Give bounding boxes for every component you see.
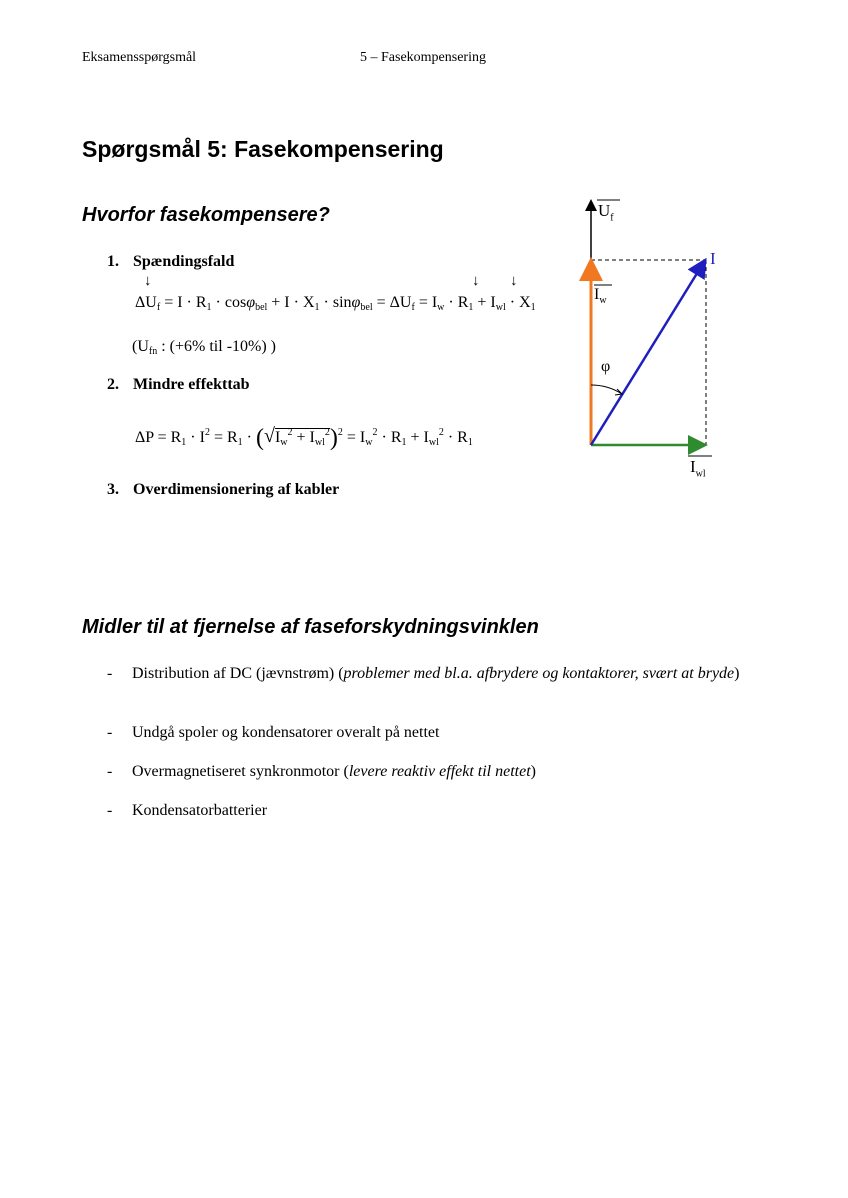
label-phi: φ: [601, 358, 611, 375]
down-arrow-icon: ↓: [510, 273, 518, 289]
label-iwl: $I_{wl}$: [690, 457, 706, 480]
label-i: I: [710, 249, 716, 268]
bullet-item: - Distribution af DC (jævnstrøm) (problemer med bl.a. afbrydere og kontaktorer, svært at bryde): [107, 665, 740, 682]
list-item-number: 1.: [107, 253, 119, 270]
bullet-item: - Kondensatorbatterier: [107, 802, 268, 819]
section-heading-why: Hvorfor fasekompensere?: [82, 204, 330, 226]
down-arrow-icon: ↓: [144, 273, 152, 289]
header-left: Eksamensspørgsmål: [82, 50, 197, 65]
bullet-item: - Undgå spoler og kondensatorer overalt på nettet: [107, 724, 440, 741]
voltage-drop-equation: $\Delta U_f = I \cdot R_1 \cdot \cos\varphi_{bel} + I \cdot X_1 \cdot \sin\varphi_{bel} = \Delta U_f = I_w \cdot R_1 + I_{wl} \cdot X_1$: [135, 294, 536, 313]
section-heading-means: Midler til at fjernelse af faseforskydningsvinklen: [82, 616, 539, 638]
list-item-number: 2.: [107, 376, 119, 393]
list-item-label: Spændingsfald: [133, 253, 235, 270]
header-center: 5 – Fasekompensering: [360, 50, 486, 65]
list-item-label: Overdimensionering af kabler: [133, 481, 340, 498]
down-arrow-icon: ↓: [472, 273, 480, 289]
voltage-tolerance-note: ($U_{fn}$ : (+6% til -10%) ): [132, 338, 277, 357]
label-iw: $I_w$: [594, 286, 607, 307]
power-loss-equation: $\Delta P = R_1 \cdot I^2 = R_1 \cdot (√I_w^2 + I_{wl}^2)^2 = I_w^2 \cdot R_1 + I_{wl}^2 \cdot R_1$: [135, 425, 473, 451]
bullet-item: - Overmagnetiseret synkronmotor (levere reaktiv effekt til nettet): [107, 763, 536, 780]
list-item-label: Mindre effekttab: [133, 376, 250, 393]
label-uf: $U_f$: [598, 201, 614, 224]
page-title: Spørgsmål 5: Fasekompensering: [82, 136, 444, 162]
list-item-number: 3.: [107, 481, 119, 498]
total-current-vector: [591, 262, 704, 445]
